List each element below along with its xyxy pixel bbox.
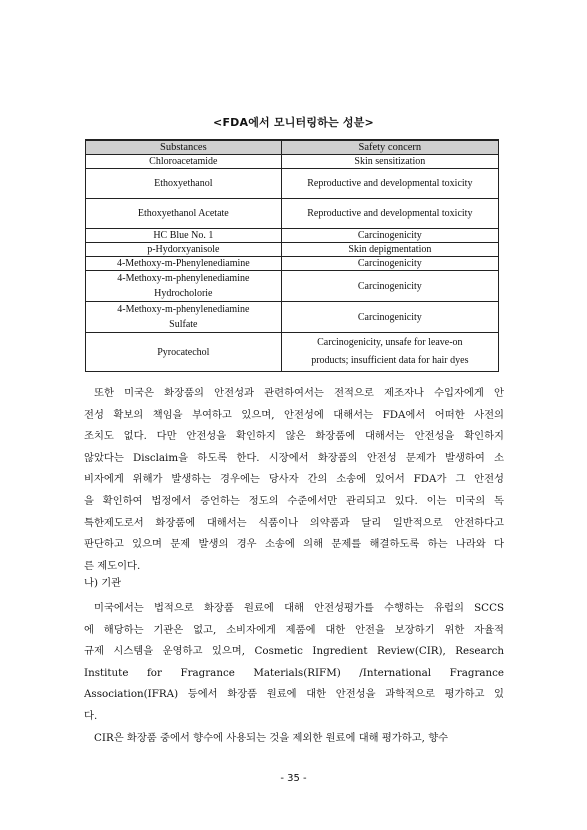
safety-concern-cell [281, 155, 498, 169]
safety-concern-line: Reproductive and developmental toxicity [307, 178, 473, 189]
substance-cell [86, 257, 282, 271]
substance-line: 4-Methoxy-m-phenylenediamine [117, 273, 250, 284]
substance-cell [86, 333, 282, 372]
safety-concern-cell [281, 229, 498, 243]
safety-concern-line: Carcinogenicity [357, 311, 422, 323]
table-row [86, 243, 499, 257]
safety-concern-cell [281, 271, 498, 302]
text-line: Association(IFRA) 등에서 화장품 원료에 대한 안전성을 과학적으로 평가하고 있 [84, 688, 504, 701]
table-row [86, 229, 499, 243]
substance-cell [86, 302, 282, 333]
safety-concern-line: products; insufficient data for hair dyes [311, 355, 469, 366]
text-line: 미국에서는 법적으로 화장품 원료에 대해 안전성평가를 수행하는 유럽의 SCCS [94, 602, 504, 614]
text-line: 않았다는 Disclaim을 하도록 한다. 시장에서 화장품의 안전성 문제가 발생하여 소 [84, 451, 504, 464]
substance-cell [86, 169, 282, 199]
paragraph-institutions [84, 598, 504, 749]
substance-line: 4-Methoxy-m-Phenylenediamine [116, 258, 250, 269]
header-substances: Substances [86, 140, 282, 155]
text-line: 또한 미국은 화장품의 안전성과 관련하여서는 전적으로 제조자나 수입자에게 안 [94, 387, 504, 399]
substance-cell [86, 243, 282, 257]
substance-line: HC Blue No. 1 [153, 230, 214, 241]
substance-line: Chloroacetamide [149, 156, 218, 167]
table-body [86, 155, 499, 372]
table-row [86, 199, 499, 229]
text-line: 른 제도이다. [84, 559, 141, 572]
text-line: 판단하고 있으며 문제 발생의 경우 소송에 의해 문제를 해결하도록 하는 나라와 다 [84, 538, 504, 551]
table-row [86, 257, 499, 271]
table-title: <FDA에서 모니터링하는 성분> [213, 116, 374, 129]
substance-line: Hydrocholorie [154, 288, 213, 299]
safety-concern-cell [281, 257, 498, 271]
safety-concern-line: Carcinogenicity [357, 230, 422, 241]
table-header-row [86, 140, 499, 155]
substance-line: Ethoxyethanol Acetate [137, 208, 229, 219]
text-line: 에 해당하는 기관은 없고, 소비자에게 제품에 대한 안전을 보장하기 위한 자율적 [84, 623, 504, 636]
safety-concern-line: Skin sensitization [354, 156, 426, 167]
text-line: 조치도 없다. 다만 안전성을 확인하지 않은 화장품에 대해서는 안전성을 확인하지 [84, 430, 504, 443]
safety-concern-line: Carcinogenicity [357, 258, 422, 269]
text-line: 을 확인하여 법정에서 증언하는 정도의 수준에서만 관리되고 있다. 이는 미국의 독 [84, 494, 504, 507]
section-heading-institutions: 나) 기관 [84, 577, 122, 589]
substance-cell [86, 271, 282, 302]
safety-concern-cell [281, 169, 498, 199]
page-number: - 35 - [280, 773, 307, 784]
safety-concern-cell [281, 243, 498, 257]
table-row [86, 155, 499, 169]
text-line: 비자에게 위해가 발생하는 경우에는 당사자 간의 소송에 있어서 FDA가 그 안전성 [84, 473, 504, 486]
header-safety-concern: Safety concern [281, 140, 498, 155]
text-line: 전성 확보의 책임을 부여하고 있으며, 안전성에 대해서는 FDA에서 어떠한 사전의 [84, 408, 504, 421]
safety-concern-line: Carcinogenicity, unsafe for leave-on [317, 337, 463, 348]
table-row [86, 169, 499, 199]
safety-concern-cell [281, 302, 498, 333]
text-line: CIR은 화장품 중에서 향수에 사용되는 것을 제외한 원료에 대해 평가하고, 향수 [94, 731, 449, 744]
table-row [86, 333, 499, 372]
text-line: 규제 시스템을 운영하고 있으며, Cosmetic Ingredient Review(CIR), Research [84, 645, 504, 658]
substance-line: Sulfate [169, 319, 198, 330]
text-line: Institute for Fragrance Materials(RIFM) /International Fragrance [84, 666, 504, 679]
substance-line: p-Hydorxyanisole [147, 244, 220, 255]
substances-table [85, 139, 499, 372]
substance-line: Ethoxyethanol [154, 178, 213, 189]
safety-concern-cell [281, 333, 498, 372]
table-row [86, 302, 499, 333]
safety-concern-line: Carcinogenicity [357, 280, 422, 292]
substance-cell [86, 155, 282, 169]
substance-line: 4-Methoxy-m-phenylenediamine [117, 304, 250, 315]
substance-cell [86, 229, 282, 243]
paragraph-fda-safety [84, 383, 504, 577]
substance-cell [86, 199, 282, 229]
substance-line: Pyrocatechol [157, 346, 210, 358]
text-line: 다. [84, 709, 98, 722]
safety-concern-line: Skin depigmentation [348, 244, 432, 255]
safety-concern-line: Reproductive and developmental toxicity [307, 208, 473, 219]
safety-concern-cell [281, 199, 498, 229]
text-line: 특한제도로서 화장품에 대해서는 식품이나 의약품과 달리 일반적으로 안전하다고 [84, 516, 504, 529]
table-row [86, 271, 499, 302]
